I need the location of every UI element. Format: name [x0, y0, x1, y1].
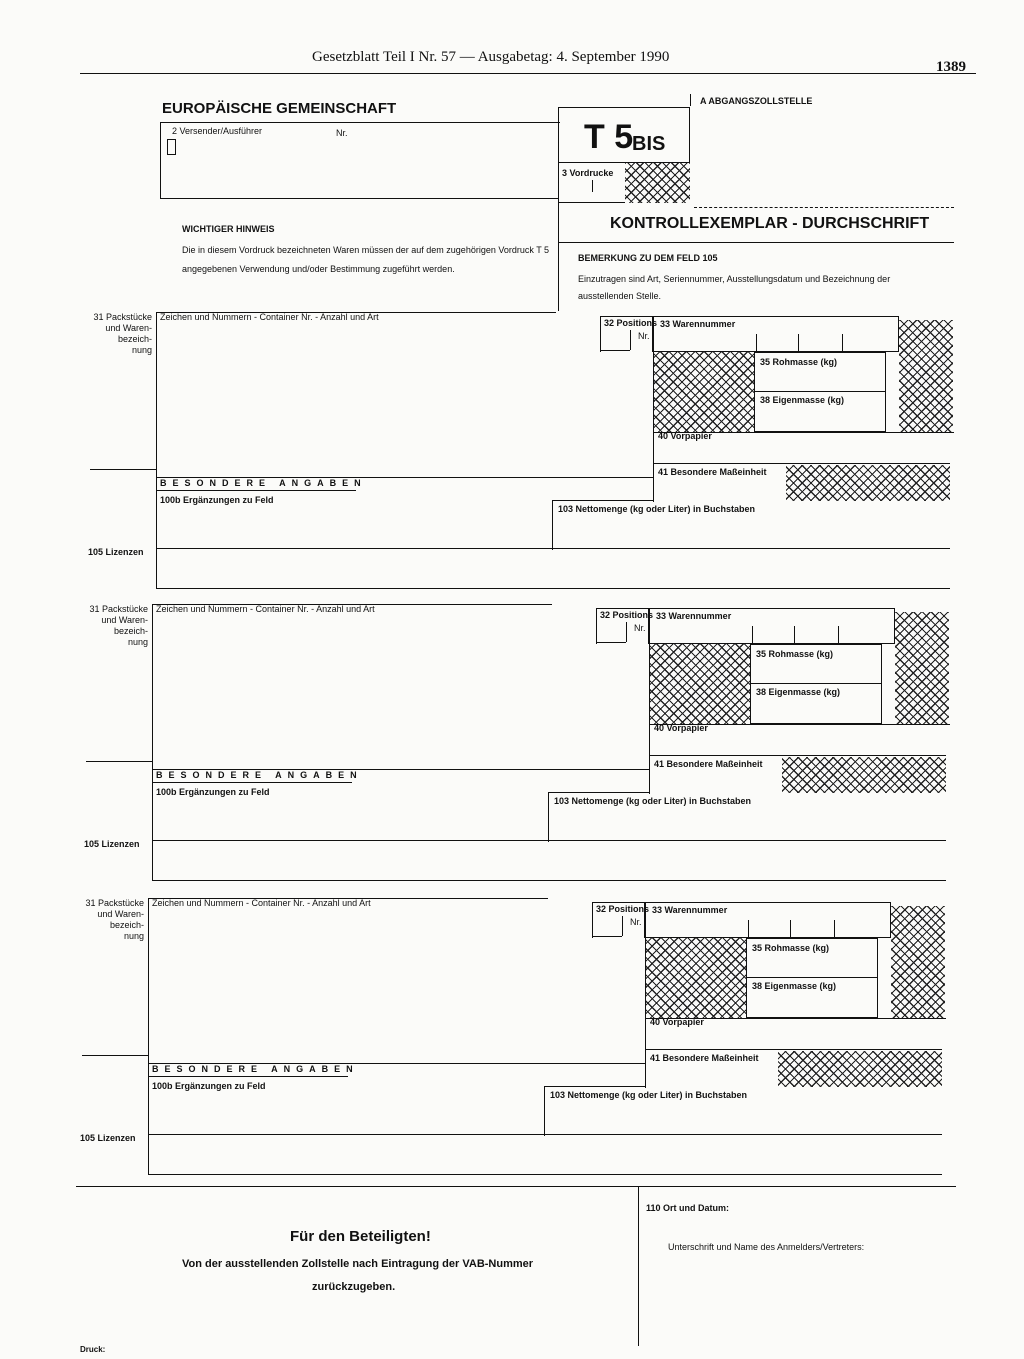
f33-hatch — [891, 906, 945, 1018]
f31-line2: und Waren- — [97, 909, 144, 919]
f103-label: 103 Nettomenge (kg oder Liter) in Buchstaben — [554, 796, 752, 806]
field-2-nr: Nr. — [336, 128, 348, 138]
f31-line3: bezeich- — [117, 334, 152, 344]
notice-title: WICHTIGER HINWEIS — [182, 224, 275, 234]
f41-label: 41 Besondere Maßeinheit — [654, 759, 763, 769]
f105-bottom — [156, 588, 950, 589]
f41-top — [654, 463, 950, 464]
remark-title: BEMERKUNG ZU DEM FELD 105 — [578, 253, 718, 263]
copy-title: KONTROLLEXEMPLAR - DURCHSCHRIFT — [610, 215, 930, 232]
f33-hatch — [895, 612, 949, 724]
f32-label: 32 Positions — [596, 904, 650, 914]
f33-label: 33 Warennummer — [660, 319, 736, 329]
f33-tick-3 — [838, 626, 839, 644]
f41-top — [646, 1049, 942, 1050]
f100b-label: 100b Ergänzungen zu Feld — [160, 495, 274, 505]
f32-bottom — [596, 642, 626, 643]
f31-line3: bezeich- — [113, 626, 148, 636]
f32-nr: Nr. — [630, 917, 642, 927]
t5-bis: BIS — [632, 133, 666, 155]
f33-label: 33 Warennummer — [652, 905, 728, 915]
header-rule — [80, 73, 976, 74]
marks-label: Zeichen und Nummern - Container Nr. - Anzahl und Art — [152, 898, 371, 908]
f32-divider — [626, 622, 627, 642]
return-line1: Von der ausstellenden Zollstelle nach Eintragung der VAB-Nummer — [182, 1258, 534, 1270]
f41-label: 41 Besondere Maßeinheit — [650, 1053, 759, 1063]
f33-tick-2 — [798, 334, 799, 352]
f103-top — [544, 1086, 645, 1087]
special-bottom — [152, 782, 352, 783]
f105-top — [152, 840, 946, 841]
f32-label: 32 Positions — [604, 318, 658, 328]
footer-divider — [638, 1186, 639, 1346]
marks-label: Zeichen und Nummern - Container Nr. - Anzahl und Art — [160, 312, 379, 322]
f40-label: 40 Vorpapier — [654, 723, 708, 733]
page-number: 1389 — [936, 59, 966, 75]
f32-nr: Nr. — [634, 623, 646, 633]
vordrucke-hatch — [625, 163, 690, 203]
f33-tick-2 — [790, 920, 791, 938]
f32-label: 32 Positions — [600, 610, 654, 620]
special-rule — [82, 1055, 148, 1056]
f35-label: 35 Rohmasse (kg) — [752, 943, 830, 953]
f32-nr: Nr. — [638, 331, 650, 341]
notice-rule — [160, 198, 558, 199]
f105-bottom — [148, 1174, 942, 1175]
f41-hatch — [786, 465, 950, 501]
vordrucke-tick — [592, 180, 593, 192]
field-a-label: A ABGANGSZOLLSTELLE — [700, 96, 813, 106]
sender-left-border — [160, 122, 161, 198]
f31-line4: nung — [131, 345, 152, 355]
marks-label: Zeichen und Nummern - Container Nr. - Anzahl und Art — [156, 604, 375, 614]
f41-label: 41 Besondere Maßeinheit — [658, 467, 767, 477]
field-2-label: 2 Versender/Ausführer — [172, 126, 263, 136]
gazette-header: Gesetzblatt Teil I Nr. 57 — Ausgabetag: 4. September 1990 — [312, 49, 670, 65]
f40-label: 40 Vorpapier — [658, 431, 712, 441]
f103-left — [548, 792, 549, 842]
f105-label: 105 Lizenzen — [84, 839, 140, 849]
for-party: Für den Beteiligten! — [290, 1228, 431, 1245]
notice-line2: angegebenen Verwendung und/oder Bestimmung zugeführt werden. — [182, 264, 455, 274]
item-block — [0, 604, 1020, 862]
community-title: EUROPÄISCHE GEMEINSCHAFT — [162, 100, 397, 117]
f35-label: 35 Rohmasse (kg) — [756, 649, 834, 659]
f33-tick-1 — [756, 334, 757, 352]
f38-label: 38 Eigenmasse (kg) — [760, 395, 845, 405]
footer-rule — [76, 1186, 956, 1187]
f103-left — [552, 500, 553, 550]
f38-label: 38 Eigenmasse (kg) — [756, 687, 841, 697]
f31-line2: und Waren- — [105, 323, 152, 333]
f103-top — [548, 792, 649, 793]
f41-hatch — [782, 757, 946, 793]
return-line2: zurückzugeben. — [312, 1281, 396, 1293]
item-left-border — [156, 312, 157, 588]
f32-bottom — [592, 936, 622, 937]
special-label: BESONDERE ANGABEN — [160, 478, 367, 488]
right-column-border — [649, 644, 650, 794]
f31-line3: bezeich- — [109, 920, 144, 930]
f105-label: 105 Lizenzen — [80, 1133, 136, 1143]
f32-divider — [630, 330, 631, 350]
f105-top — [148, 1134, 942, 1135]
f31-line1: 31 Packstücke — [89, 604, 148, 614]
f31-line1: 31 Packstücke — [85, 898, 144, 908]
f33-tick-1 — [748, 920, 749, 938]
special-bottom — [148, 1076, 348, 1077]
f31-line1: 31 Packstücke — [93, 312, 152, 322]
f35-hatch — [646, 938, 746, 1018]
f100b-label: 100b Ergänzungen zu Feld — [152, 1081, 266, 1091]
f103-top — [552, 500, 653, 501]
f33-tick-3 — [842, 334, 843, 352]
f31-line4: nung — [127, 637, 148, 647]
item-block — [0, 898, 1016, 1156]
right-column-border — [653, 352, 654, 502]
item-block — [0, 312, 1024, 570]
f31-line4: nung — [123, 931, 144, 941]
f32-divider — [622, 916, 623, 936]
sender-checkbox[interactable] — [167, 139, 176, 155]
f35-label: 35 Rohmasse (kg) — [760, 357, 838, 367]
f41-top — [650, 755, 946, 756]
special-label: BESONDERE ANGABEN — [156, 770, 363, 780]
f105-label: 105 Lizenzen — [88, 547, 144, 557]
f38-label: 38 Eigenmasse (kg) — [752, 981, 837, 991]
special-bottom — [156, 490, 356, 491]
f35-hatch — [654, 352, 754, 432]
notice-line1: Die in diesem Vordruck bezeichneten Waren müssen der auf dem zugehörigen Vordruck T 5 — [182, 245, 550, 255]
f33-tick-1 — [752, 626, 753, 644]
f103-label: 103 Nettomenge (kg oder Liter) in Buchstaben — [550, 1090, 748, 1100]
right-column-border — [645, 938, 646, 1088]
f103-left — [544, 1086, 545, 1136]
f41-hatch — [778, 1051, 942, 1087]
f33-tick-3 — [834, 920, 835, 938]
printer-label: Druck: — [80, 1345, 106, 1354]
special-rule — [90, 469, 156, 470]
special-rule — [86, 761, 152, 762]
special-label: BESONDERE ANGABEN — [152, 1064, 359, 1074]
field-a-bar — [690, 94, 691, 106]
t5-code: T 5 — [584, 118, 634, 156]
f40-label: 40 Vorpapier — [650, 1017, 704, 1027]
remark-line1: Einzutragen sind Art, Seriennummer, Ausstellungsdatum und Bezeichnung der — [578, 274, 891, 284]
f103-label: 103 Nettomenge (kg oder Liter) in Buchstaben — [558, 504, 756, 514]
field-3-label: 3 Vordrucke — [562, 168, 614, 178]
f33-label: 33 Warennummer — [656, 611, 732, 621]
signature-label: Unterschrift und Name des Anmelders/Vertreters: — [668, 1242, 865, 1252]
f32-bottom — [600, 350, 630, 351]
remark-left-border — [558, 243, 559, 311]
f105-top — [156, 548, 950, 549]
top-rule — [160, 122, 560, 123]
remark-line2: ausstellenden Stelle. — [578, 291, 662, 301]
f33-tick-2 — [794, 626, 795, 644]
f35-hatch — [650, 644, 750, 724]
f105-bottom — [152, 880, 946, 881]
f31-line2: und Waren- — [101, 615, 148, 625]
item-left-border — [152, 604, 153, 880]
f110-label: 110 Ort und Datum: — [646, 1203, 730, 1213]
f100b-label: 100b Ergänzungen zu Feld — [156, 787, 270, 797]
item-left-border — [148, 898, 149, 1174]
f33-hatch — [899, 320, 953, 432]
